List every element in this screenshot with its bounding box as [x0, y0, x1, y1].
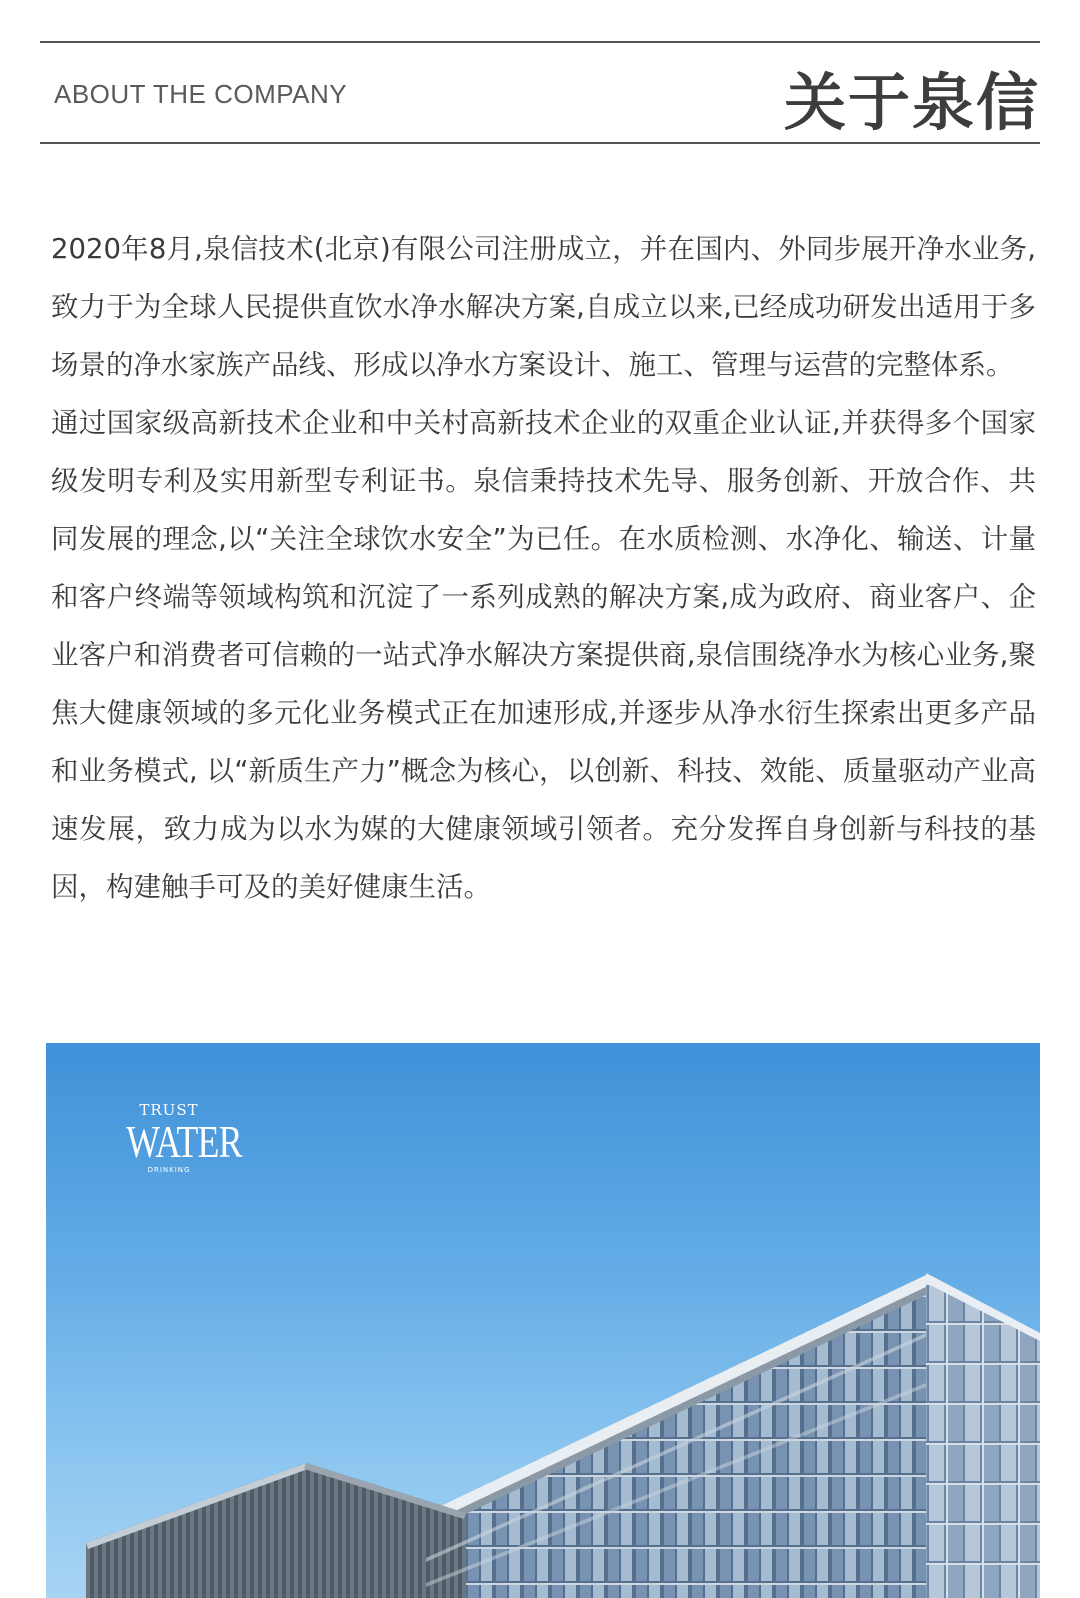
intro-paragraph: 通过国家级高新技术企业和中关村高新技术企业的双重企业认证,并获得多个国家级发明专利及实用新型专利证书。泉信秉持技术先导、服务创新、开放合作、共同发展的理念,以“关注全球饮水安全”为已任。在水质检测、水净化、输送、计量和客户终端等领域构筑和沉淀了一系列成熟的解决方案,成为政府、商业客户、企业客户和消费者可信赖的一站式净水解决方案提供商,泉信围绕净水为核心业务,聚焦大健康领域的多元化业务模式正在加速形成,并逐步从净水衍生探索出更多产品和业务模式, 以“新质生产力”概念为核心，以创新、科技、效能、质量驱动产业高速发展，致力成为以水为媒的大健康领域引领者。充分发挥自身创新与科技的基因，构建触手可及的美好健康生活。	[51, 407, 1036, 903]
company-intro	[51, 220, 1036, 916]
section-title-cn: 关于泉信	[783, 66, 1040, 139]
logo-text-main: WATER	[126, 1116, 242, 1167]
section-header	[40, 41, 1040, 144]
section-subtitle-en: ABOUT THE COMPANY	[54, 79, 348, 109]
building-photo	[46, 1043, 1040, 1598]
logo-text-bottom: DRINKING	[147, 1166, 191, 1174]
trust-water-logo	[114, 1101, 242, 1175]
intro-paragraph: 2020年8月,泉信技术(北京)有限公司注册成立，并在国内、外同步展开净水业务,致力于为全球人民提供直饮水净水解决方案,自成立以来,已经成功研发出适用于多场景的净水家族产品线、形成以净水方案设计、施工、管理与运营的完整体系。	[51, 233, 1036, 381]
logo-text-top: TRUST	[139, 1101, 199, 1119]
